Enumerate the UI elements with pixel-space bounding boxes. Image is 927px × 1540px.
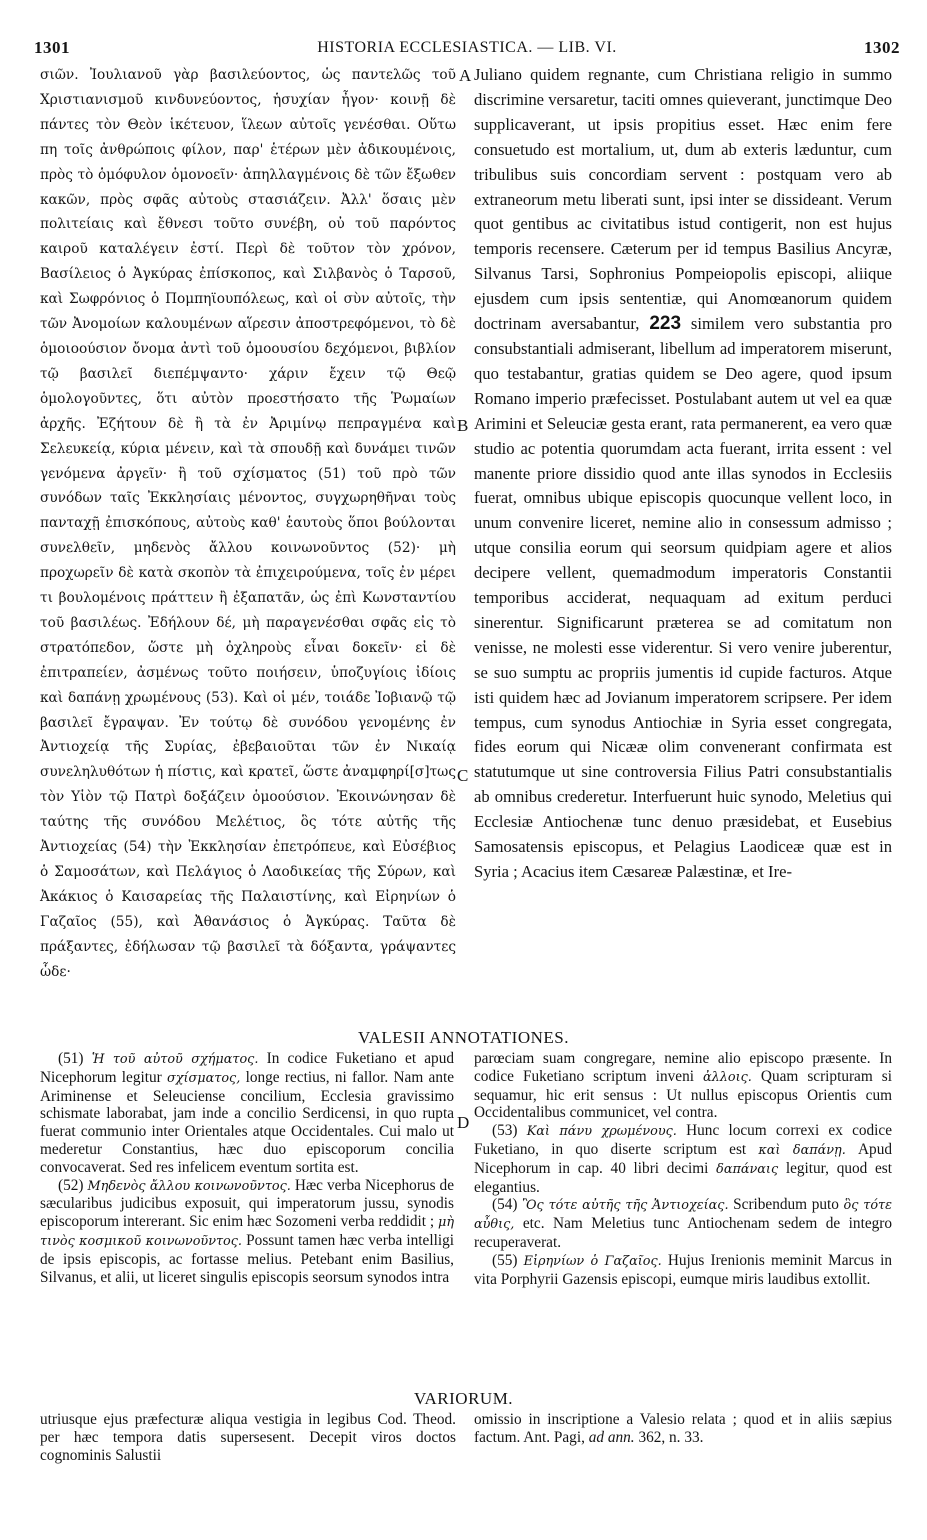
note-body: Hunc locum correxi ex codice Fuketiano, in quo diserte scriptum est [474,1122,892,1158]
note-greek: ἀλλοις. [703,1069,752,1085]
annotations-right-column [474,1050,892,1288]
note-body: Hujus Irenionis meminit Marcus in vita Porphyrii Gazensis episcopi, eumque miris laudibus extollit. [474,1251,892,1288]
annotation-note-52-continued [474,1050,892,1122]
note-number: (51) [58,1050,84,1067]
note-body: etc. Nam Meletius tunc Antiochenam sedem de integro recuperaverat. [474,1215,893,1251]
note-greek: μὴ τινὸς κοσμικοῦ κοινωνοῦντος. [40,1215,454,1249]
note-greek: καὶ δαπάνῃ. [758,1142,846,1158]
note-lemma: Εἰρηνίων ὁ Γαζαῖος. [523,1253,662,1269]
annotations-left-column [40,1050,454,1286]
variorum-citation: ad ann. [588,1428,635,1446]
note-greek: δαπάναις [716,1161,779,1177]
note-lemma: Ἡ τοῦ αὐτοῦ σχήματος. [91,1052,259,1067]
latin-text-part-1: Juliano quidem regnante, cum Christiana religio in summo discrimine versaretur, taciti omnes quieverant, junctimque Deo supplicaverant, ut ipsis propitius esset. Hæc enim fere consuetudo est mortalium, ut, dum ab exteris læduntur, cum tribulibus suis concordiam servent : postquam vero ab extraneorum metu liberati sunt, ipsi inter se dissideant. Verum quot gentibus ac civitatibus istud contigerit, non est hujus temporis recensere. Cæterum per id tempus Basilius Ancyræ, Silvanus Tarsi, Sophronius Pompeiopolis episcopi, aliique ejusdem cum ipsis sententiæ, qui Anomœanorum quidem doctrinam aversabantur, [474,65,892,334]
note-body: Quam scripturam si sequamur, hic erit sensus : Ut nullus episcopus Orientis cum Occidentalibus communicet, vel contra. [474,1067,892,1122]
latin-text-part-2: similem vero substantia pro consubstantiali admiserant, libellum ad imperatorem miserunt, quo testabantur, gratias quidem se Deo agere, quod ipsum Romano imperio præfecisset. Postulabant autem ut vel ea quæ Arimini et Seleuciæ gesta erant, rata permanerent, ea vero quæ studio ac potentia quorumdam acta fuerant, irrita essent : vel manente priore dissidio quod ante illas synodos in Ecclesiis fuerat, omnibus ubique episcopis quocunque vellent loco, in unum convenire liceret, nemine alio in consessum admisso ; utque consilia eorum qui seorsum quidpiam agere et alios decipere vellent, quemadmodum imperatoris Constantii temporibus acciderat, nequaquam ad exitum perduci sinerentur. Significarunt præterea se ad comitatum non venisse, ne molesti esse viderentur. Si vero venire juberentur, se suo sumptu ac propriis jumentis id cupide facturos. Atque isti quidem hæc ad Jovianum imperatorem scripsere. Per idem tempus, cum synodus Antiochiæ in Syria esset congregata, fides eorum qui Nicææ olim convenerant confirmata est statutumque ut sine controversia Filius Patri consubstantialis ab omnibus crederetur. Interfuerunt huic synodo, Meletius qui Ecclesiæ Antiochenæ tunc denuo præsidebat, et Eusebius Samosatensis episcopus, et Pelagius Laodiceæ quæ est in Syria ; Acacius item Cæsareæ Palæstinæ, et Ire- [474,314,892,881]
margin-letter-d: D [457,1113,470,1132]
note-lemma: Ὃς τότε αὐτῆς τῆς Ἀντιοχείας. [522,1198,729,1214]
note-body: Possunt tamen hæc verba intelligi de ipsis episcopis, ac fortasse melius. Petebant enim Basilius, Silvanus, et alii, ut liceret singulis episcopis seorsum synodos intra [40,1231,454,1286]
variorum-text: 362, n. 33. [638,1428,704,1446]
annotation-note-51 [40,1050,454,1177]
note-body: legitur, quod est elegantius. [474,1159,892,1196]
margin-letter-c: C [457,766,469,785]
note-number: (53) [492,1122,518,1140]
note-body: parœciam suam congregare, nemine alio episcopo præsente. In codice Fuketiano scriptum inveni [474,1050,892,1085]
annotation-note-54 [474,1196,892,1251]
variorum-right-column [474,1411,892,1447]
note-greek: ὃς τότε αὖθις, [474,1198,892,1233]
greek-column: σιῶν. Ἰουλιανοῦ γὰρ βασιλεύοντος, ὡς παντελῶς τοῦ Χριστιανισμοῦ κινδυνεύοντος, ἡσυχίαν ἦγον· κοινῇ δὲ πάντες τὸν Θεὸν ἱκέτευον, ἵλεων αὐτοῖς γενέσθαι. Οὕτω πη τοῖς ἀνθρώποις φίλον, παρ' ἑτέρων μὲν ἀδικουμένοις, πρὸς τὸ ὁμόφυλον ὁμονοεῖν· ἀπηλλαγμένοις δὲ τῶν ἔξωθεν κακῶν, πρὸς σφᾶς αὐτοὺς στασιάζειν. Ἀλλ' ὅσαις μὲν πολιτείαις καὶ ἔθνεσι τοῦτο συνέβη, οὐ τοῦ παρόντος καιροῦ καταλέγειν ἐστί. Περὶ δὲ τοῦτον τὸν χρόνον, Βασίλειος ὁ Ἀγκύρας ἐπίσκοπος, καὶ Σιλβανὸς ὁ Ταρσοῦ, καὶ Σωφρόνιος ὁ Πομπηϊουπόλεως, καὶ οἱ σὺν αὐτοῖς, τὴν τῶν Ἀνομοίων καλουμένων αἵρεσιν ἀποστρεφόμενοι, τὸ δὲ ὁμοιοούσιον ὄνομα ἀντὶ τοῦ ὁμοουσίου δεχόμενοι, βιβλίον τῷ βασιλεῖ διεπέμψαντο· χάριν ἔχειν τῷ Θεῷ ὁμολογοῦντες, ὅτι αὐτὸν προεστήσατο τῆς Ῥωμαίων ἀρχῆς. Ἐζήτουν δὲ ἢ τὰ ἐν Ἀριμίνῳ πεπραγμένα καὶ Σελευκείᾳ, κύρια μένειν, καὶ τὰ σπουδῇ καὶ δυνάμει τινῶν γενόμενα ἀργεῖν· ἢ τοῦ σχίσματος (51) τοῦ πρὸ τῶν συνόδων ταῖς Ἐκκλησίαις μένοντος, συγχωρηθῆναι τοὺς πανταχῇ ἐπισκόπους, αὐτοὺς καθ' ἑαυτοὺς ὅποι βούλονται συνελθεῖν, μηδενὸς ἄλλου κοινωνοῦντος (52)· μὴ προχωρεῖν δὲ κατὰ σκοπὸν τὰ ἐπιχειρούμενα, τοῖς ἐν μέρει τι βουλομένοις πράττειν ἢ ἐξαπατᾶν, ὡς ἐπὶ Κωνσταντίου τοῦ βασιλέως. Ἐδήλουν δέ, μὴ παραγενέσθαι σφᾶς εἰς τὸ στρατόπεδον, ὥστε μὴ ὀχληροὺς εἶναι δοκεῖν· εἰ δὲ ἐπιτραπείεν, ἀσμένως τοῦτο ποιήσειν, ὑποζυγίοις ἰδίοις καὶ δαπάνῃ χρωμένους (53). Καὶ οἱ μέν, τοιάδε Ἰοβιανῷ τῷ βασιλεῖ ἔγραψαν. Ἐν τούτῳ δὲ συνόδου γενομένης ἐν Ἀντιοχείᾳ τῆς Συρίας, ἐβεβαιοῦται τῶν ἐν Νικαίᾳ συνεληλυθότων ἡ πίστις, καὶ κρατεῖ, ὥστε ἀναμφηρί[σ]τως τὸν Υἱὸν τῷ Πατρὶ δοξάζειν ὁμοούσιον. Ἐκοινώνησαν δὲ ταύτης τῆς συνόδου Μελέτιος, ὃς τότε αὐτῆς τῆς Ἀντιοχείας (54) τὴν Ἐκκλησίαν ἐπετρόπευε, καὶ Εὐσέβιος ὁ Σαμοσάτων, καὶ Πελάγιος ὁ Λαοδικείας τῆς Σύρων, καὶ Ἀκάκιος ὁ Καισαρείας τῆς Παλαιστίνης, καὶ Εἰρηνίων ὁ Γαζαῖος (55), καὶ Ἀθανάσιος ὁ Ἀγκύρας. Ταῦτα δὲ πράξαντες, ἐδήλωσαν τῷ βασιλεῖ τὰ δόξαντα, γράψαντες ὧδε· [40,67,456,980]
note-lemma: Καὶ πάνυ χρωμένους. [526,1124,677,1140]
note-body: In codice Fuketiano et apud Nicephorum legitur [40,1050,454,1086]
running-header [34,34,900,60]
note-body: Apud Nicephorum in cap. 40 libri decimi [474,1140,892,1177]
note-body: Scribendum puto [733,1196,839,1214]
note-greek: σχίσματος, [167,1070,241,1086]
note-body: longe rectius, ni fallor. Nam ante Ariminense et Seleuciense concilium, Ecclesia gravissimo schismate laborabat, jam inde a concilio Serdicensi, in quo rupta fuerat communio inter Orientales atque Occidentales. Cui malo ut mederetur Constantius, hæc duo episcoporum concilia convocaverat. Sed res infelicem eventum sortita est. [40,1068,455,1176]
annotation-note-52 [40,1177,454,1287]
variorum-title: VARIORUM. [413,1389,514,1408]
page-number-left: 1301 [34,38,70,57]
note-body: Hæc verba Nicephorus de sæcularibus judicibus exposuit, qui imperatorum jussu, synodis episcoporum intererant. Sic enim hæc Sozomeni verba reddidit ; [40,1176,454,1231]
margin-letter-a: A [459,66,472,85]
annotation-note-55 [474,1252,892,1289]
annotation-note-53 [474,1122,892,1196]
note-number: (55) [492,1251,518,1269]
note-number: (52) [58,1176,84,1194]
running-title: HISTORIA ECCLESIASTICA. — LIB. VI. [317,39,617,56]
note-lemma: Μηδενὸς ἄλλου κοινωνοῦντος. [87,1178,291,1194]
note-number: (54) [492,1196,518,1214]
margin-letter-b: B [457,416,469,435]
variorum-left-column: utriusque ejus præfecturæ aliqua vestigia in legibus Cod. Theod. per hæc tempora datis supersesent. Decepit viros doctos cognominis Salustii [40,1411,456,1464]
annotations-title: VALESII ANNOTATIONES. [358,1028,569,1047]
page-number-right: 1302 [864,38,900,57]
section-number: 223 [649,313,682,335]
variorum-text: omissio in inscriptione a Valesio relata ; quod et in aliis sæpius factum. Ant. Pagi, [474,1411,892,1446]
latin-column [474,63,892,885]
